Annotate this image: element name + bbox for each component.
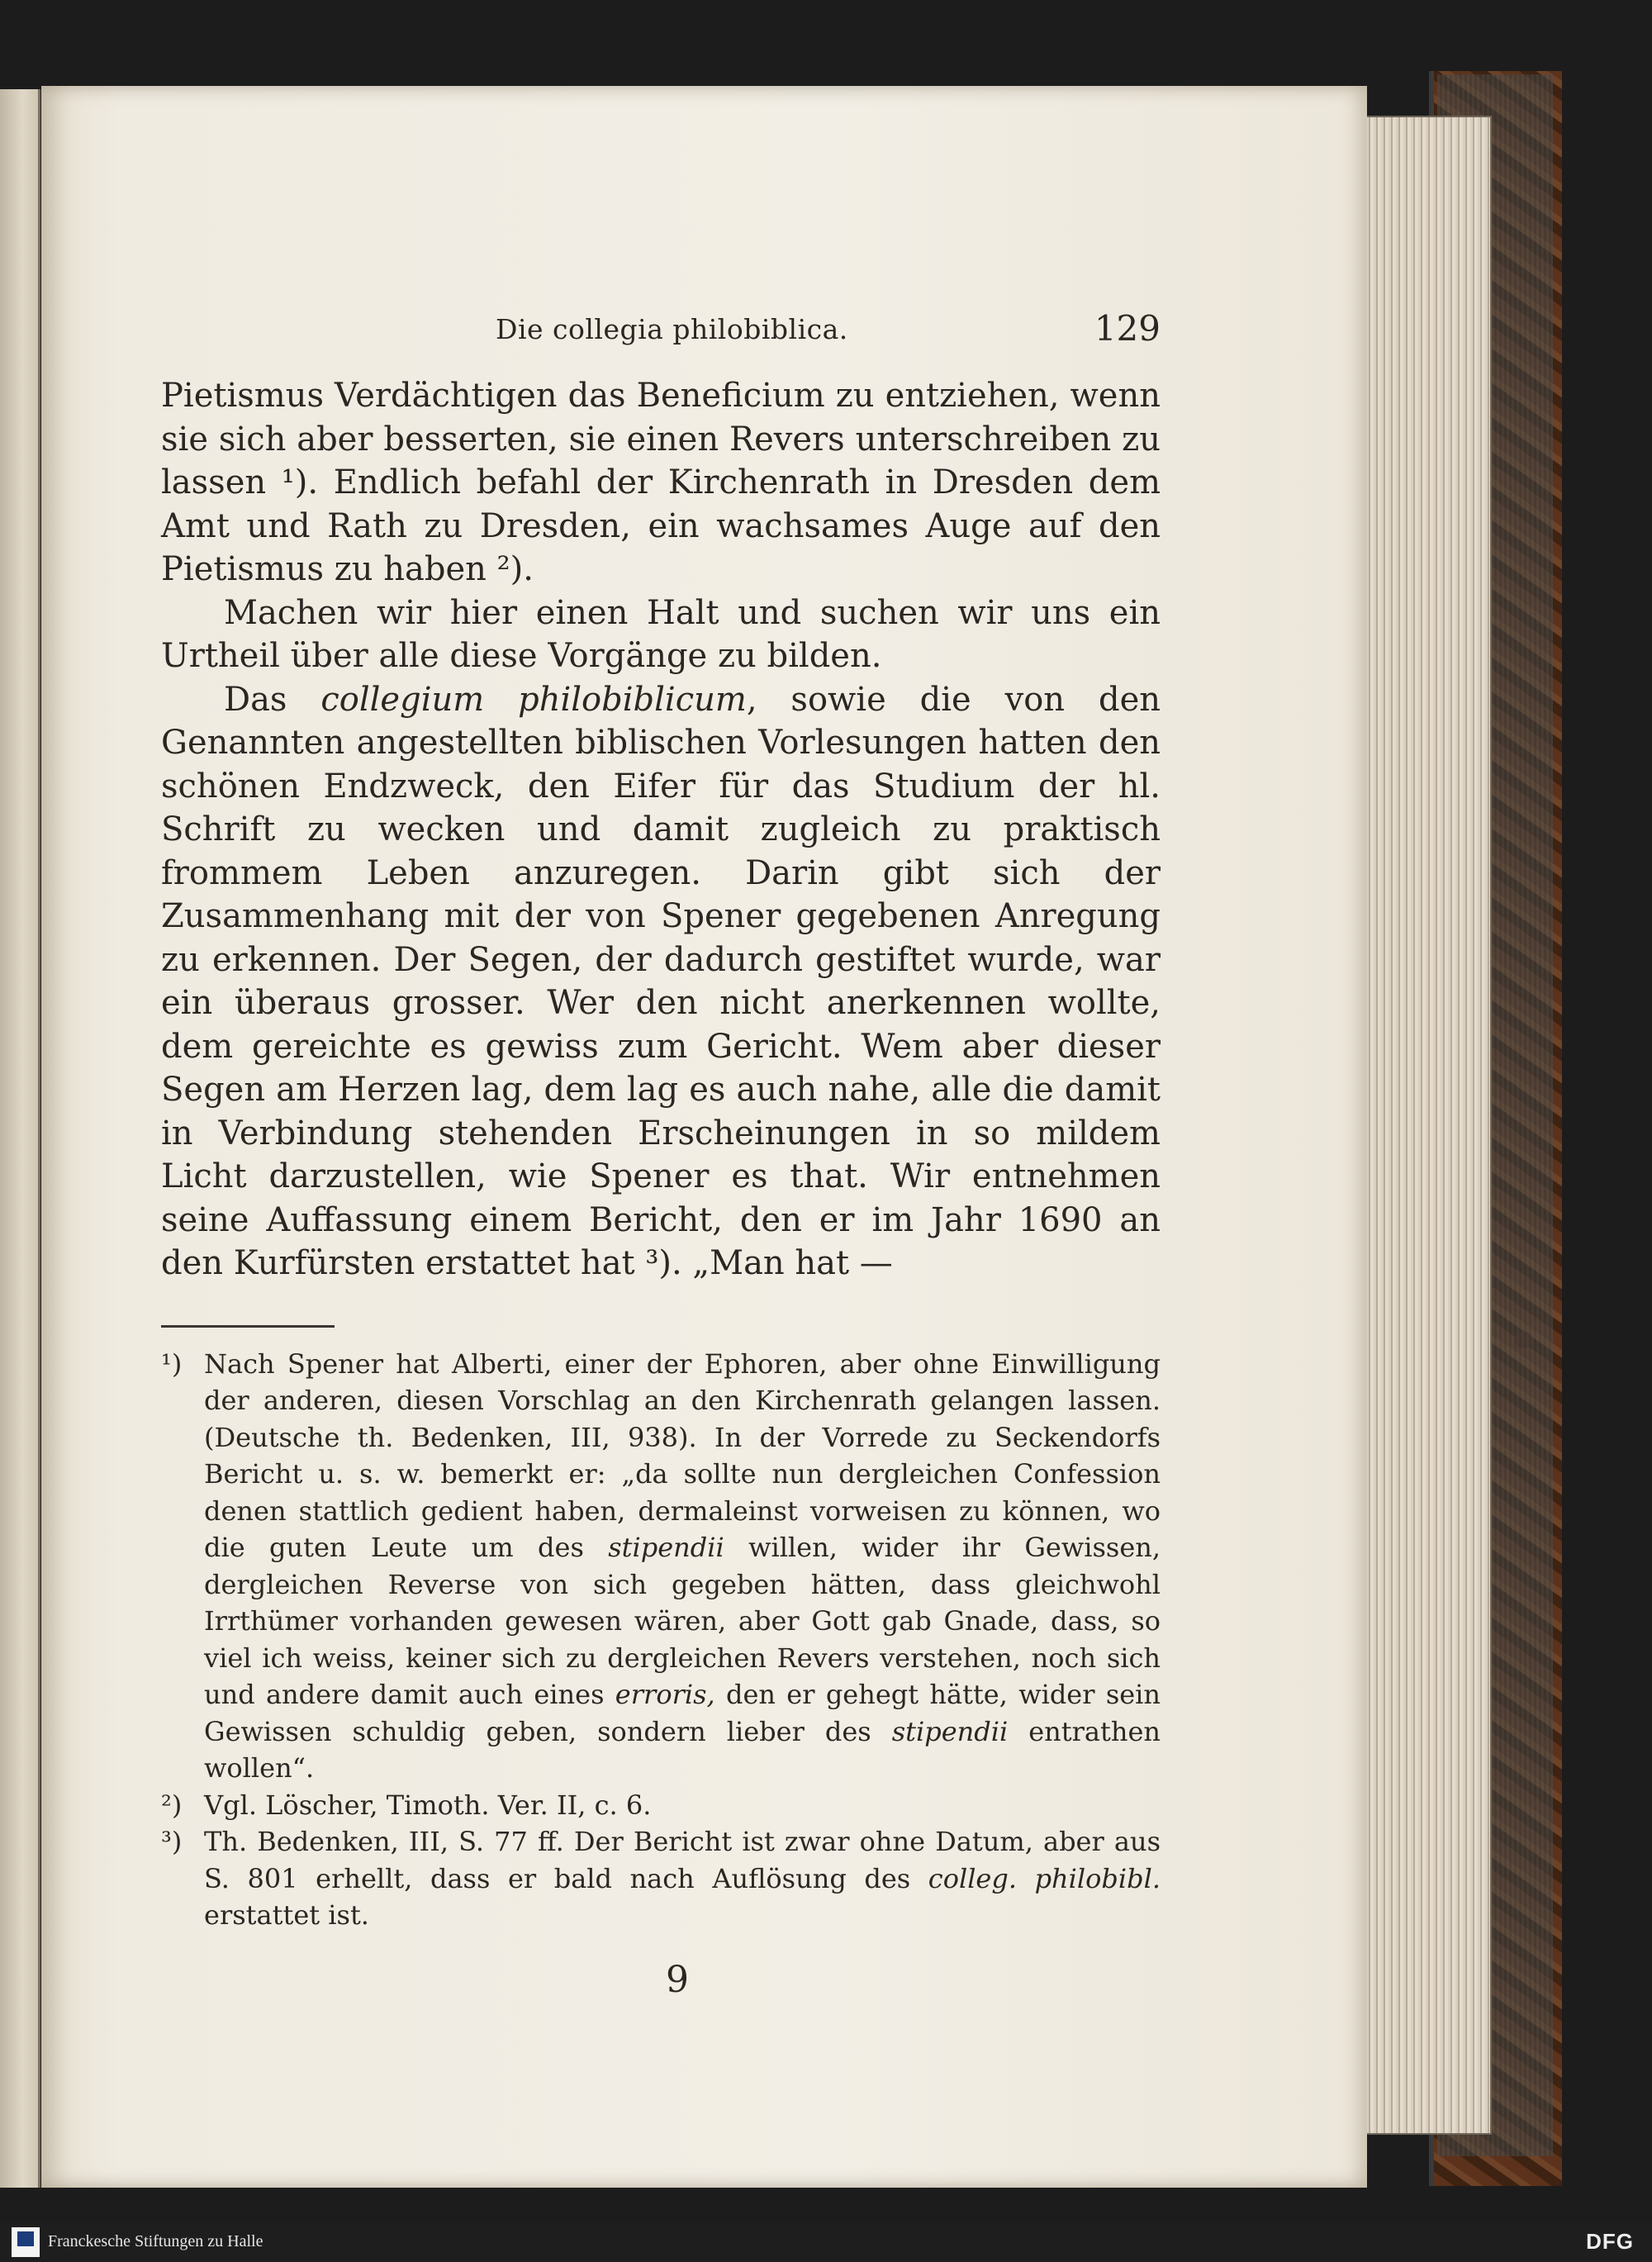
- running-title: Die collegia philobiblica.: [496, 313, 848, 345]
- footnote-text: Vgl. Löscher, Timoth. Ver. II, c. 6.: [204, 1789, 652, 1821]
- page-number: 129: [1094, 308, 1161, 349]
- footer-bar: [0, 2222, 1652, 2262]
- footnote-text: [204, 1823, 1161, 1934]
- footnote-1-part2: willen, wider ihr Gewissen, dergleichen Reverse von sich gegeben hätten, dass gleichwohl Irrthümer vorhanden gewesen wären, aber Gott gab Gnade, dass, so viel ich weiss, keiner sich zu dergleichen Revers verstehen, noch sich und andere damit auch eines: [204, 1532, 1161, 1710]
- paragraph-3: [161, 678, 1161, 1285]
- page-header: [161, 305, 1161, 363]
- footnote-1: [161, 1346, 1161, 1787]
- footnotes: [161, 1346, 1161, 1934]
- footnote-mark: ²): [161, 1789, 183, 1821]
- footnote-rule: [161, 1325, 335, 1328]
- footnote-3-italic: colleg. philobibl.: [928, 1862, 1161, 1894]
- footnote-1-italic2: erroris,: [615, 1679, 715, 1710]
- paragraph-3-italic: collegium philobiblicum: [320, 680, 747, 719]
- footnote-1-italic3: stipendii: [891, 1715, 1009, 1747]
- footnote-1-part4: entrathen wollen“.: [204, 1715, 1161, 1784]
- footnote-1-part1: Nach Spener hat Alberti, einer der Ephoren, aber ohne Einwilligung der anderen, diesen Vorschlag an den Kirchenrath gelangen lassen. (Deutsche th. Bedenken, III, 938). In der Vorrede zu Seckendorfs Bericht u. s. w. bemerkt er: „da sollte nun dergleichen Confession denen stattlich gedient haben, dermaleinst vorweisen zu können, wo die guten Leute um des: [204, 1347, 1161, 1563]
- footnote-1-part3: den er gehegt hätte, wider sein Gewissen schuldig geben, sondern lieber des: [204, 1679, 1161, 1747]
- body-text: [161, 374, 1161, 1285]
- dfg-logo: DFG: [1586, 2229, 1634, 2254]
- institution-label: Franckesche Stiftungen zu Halle: [48, 2232, 263, 2250]
- footnote-mark: ¹): [161, 1347, 183, 1380]
- paragraph-3-start: Das: [224, 680, 287, 719]
- footnote-2: [161, 1787, 1161, 1824]
- paragraph-2: Machen wir hier einen Halt und suchen wir uns ein Urtheil über alle diese Vorgänge zu bilden.: [161, 593, 1161, 675]
- signature-mark: 9: [666, 1958, 689, 2001]
- book-page: [41, 86, 1367, 2188]
- footnote-1-italic1: stipendii: [608, 1532, 724, 1563]
- footnote-3-part1: Th. Bedenken, III, S. 77 ff. Der Bericht ist zwar ohne Datum, aber aus S. 801 erhellt, dass er bald nach Auflösung des: [204, 1826, 1161, 1894]
- footnote-mark: ³): [161, 1826, 183, 1857]
- footnote-3: [161, 1823, 1161, 1934]
- footnote-text: [204, 1346, 1161, 1787]
- paragraph-3-rest: , sowie die von den Genannten angestellten biblischen Vorlesungen hatten den schönen Endzweck, den Eifer für das Studium der hl. Schrift zu wecken und damit zugleich zu praktisch frommem Leben anzuregen. Darin gibt sich der Zusammenhang mit der von Spener gegebenen Anregung zu erkennen. Der Segen, der dadurch gestiftet wurde, war ein überaus grosser. Wer den nicht anerkennen wollte, dem gereichte es gewiss zum Gericht. Wem aber dieser Segen am Herzen lag, dem lag es auch nahe, alle die damit in Verbindung stehenden Erscheinungen in so mildem Licht darzustellen, wie Spener es that. Wir entnehmen seine Auffassung einem Bericht, den er im Jahr 1690 an den Kurfürsten erstattet hat ³). „Man hat —: [161, 680, 1161, 1282]
- page-stack-edge: [1365, 116, 1492, 2135]
- page-content: [161, 305, 1161, 2001]
- institution-logo-icon: [12, 2227, 40, 2257]
- paragraph-1: Pietismus Verdächtigen das Beneficium zu entziehen, wenn sie sich aber besserten, sie einen Revers unterschreiben zu lassen ¹). Endlich befahl der Kirchenrath in Dresden dem Amt und Rath zu Dresden, ein wachsames Auge auf den Pietismus zu haben ²).: [161, 377, 1161, 588]
- facing-page-edge: [0, 89, 40, 2188]
- footnote-3-part2: erstattet ist.: [204, 1899, 369, 1931]
